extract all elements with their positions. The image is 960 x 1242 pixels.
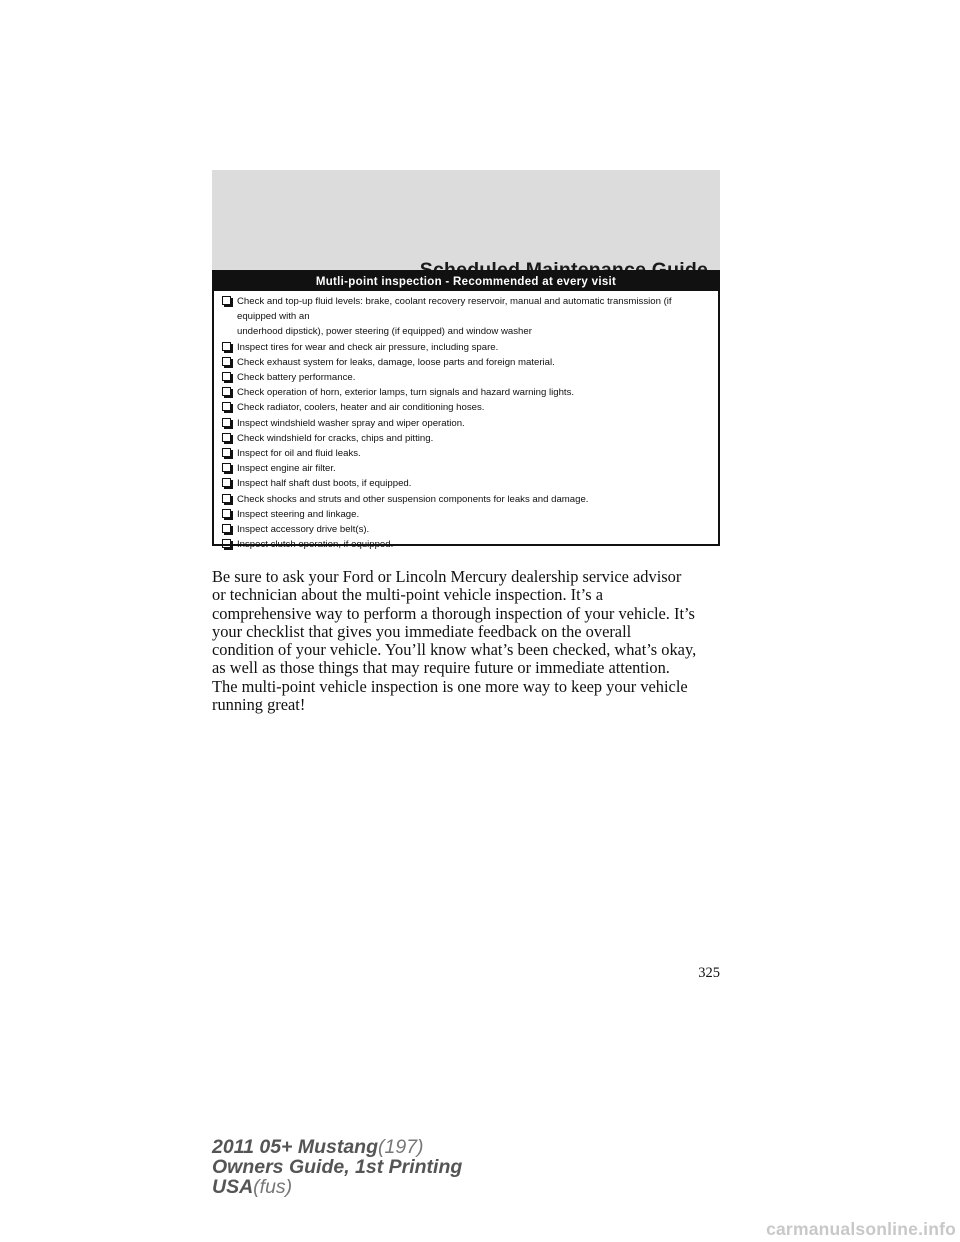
footer-region: USA bbox=[212, 1176, 254, 1198]
checklist-item bbox=[222, 294, 710, 340]
footer-line-3 bbox=[212, 1177, 612, 1197]
checklist-item-text bbox=[237, 492, 710, 507]
checklist-item-line: Check battery performance. bbox=[237, 372, 356, 384]
checkbox-icon bbox=[222, 448, 231, 457]
footer-line-1 bbox=[212, 1137, 612, 1157]
footer-model: 2011 05+ Mustang bbox=[212, 1136, 379, 1158]
checkbox-icon bbox=[222, 478, 231, 487]
checkbox-icon bbox=[222, 296, 231, 305]
footer-code: (197) bbox=[378, 1136, 424, 1158]
checklist-item-text bbox=[237, 294, 710, 340]
body-line: running great! bbox=[212, 695, 306, 715]
checklist-item bbox=[222, 507, 710, 522]
body-line: as well as those things that may require future or immediate attention. bbox=[212, 658, 670, 678]
document-footer bbox=[212, 1137, 612, 1197]
checkbox-icon bbox=[222, 387, 231, 396]
body-line: The multi-point vehicle inspection is one more way to keep your vehicle bbox=[212, 676, 688, 696]
checkbox-icon bbox=[222, 402, 231, 411]
checklist-item-text bbox=[237, 461, 710, 476]
checklist-item-line: underhood dipstick), power steering (if equipped) and window washer bbox=[237, 326, 532, 338]
checklist-item bbox=[222, 461, 710, 476]
checklist-item-line: Check operation of horn, exterior lamps, turn signals and hazard warning lights. bbox=[237, 387, 575, 399]
checklist-item bbox=[222, 446, 710, 461]
checkbox-icon bbox=[222, 357, 231, 366]
checklist-item-text bbox=[237, 522, 710, 537]
checklist-item-line: Check radiator, coolers, heater and air conditioning hoses. bbox=[237, 402, 485, 414]
checklist-item-line: Check shocks and struts and other suspension components for leaks and damage. bbox=[237, 493, 589, 505]
body-line: your checklist that gives you immediate feedback on the overall bbox=[212, 621, 632, 641]
checklist-item-text bbox=[237, 476, 710, 491]
footer-line-2 bbox=[212, 1157, 612, 1177]
body-line: condition of your vehicle. You’ll know what’s been checked, what’s okay, bbox=[212, 640, 697, 660]
checklist-item-line: Inspect windshield washer spray and wiper operation. bbox=[237, 417, 465, 429]
checklist-item-text bbox=[237, 431, 710, 446]
checklist-item-line: Inspect engine air filter. bbox=[237, 463, 336, 475]
watermark: carmanualsonline.info bbox=[766, 1219, 956, 1239]
checklist-item-line: Check exhaust system for leaks, damage, loose parts and foreign material. bbox=[237, 356, 555, 368]
checklist-item-line: Inspect clutch operation, if equipped. bbox=[237, 539, 394, 551]
checklist-item bbox=[222, 537, 710, 552]
checklist-item-text bbox=[237, 507, 710, 522]
checkbox-icon bbox=[222, 418, 231, 427]
checkbox-icon bbox=[222, 524, 231, 533]
checklist-item-text bbox=[237, 416, 710, 431]
checkbox-icon bbox=[222, 494, 231, 503]
checklist-item bbox=[222, 416, 710, 431]
page-number: 325 bbox=[698, 965, 720, 981]
checklist-item-line: Inspect accessory drive belt(s). bbox=[237, 524, 370, 536]
footer-guide: Owners Guide, 1st Printing bbox=[212, 1156, 463, 1178]
checkbox-icon bbox=[222, 433, 231, 442]
checklist-item bbox=[222, 431, 710, 446]
checklist-item bbox=[222, 492, 710, 507]
checklist-item-text bbox=[237, 340, 710, 355]
body-line: or technician about the multi-point vehicle inspection. It’s a bbox=[212, 585, 603, 605]
checklist-item-text bbox=[237, 537, 710, 552]
checklist-item bbox=[222, 400, 710, 415]
checklist-item-line: Inspect for oil and fluid leaks. bbox=[237, 448, 361, 460]
checkbox-icon bbox=[222, 342, 231, 351]
checklist-item bbox=[222, 385, 710, 400]
checkbox-icon bbox=[222, 509, 231, 518]
checklist-heading: Mutli-point inspection - Recommended at every visit bbox=[214, 272, 718, 291]
checklist-item bbox=[222, 522, 710, 537]
checklist-item bbox=[222, 476, 710, 491]
checklist-item-line: Check and top-up fluid levels: brake, coolant recovery reservoir, manual and automatic transmission (if equipped with an bbox=[237, 296, 672, 323]
checklist-item bbox=[222, 370, 710, 385]
body-paragraph bbox=[212, 568, 727, 714]
checklist-item-line: Inspect tires for wear and check air pressure, including spare. bbox=[237, 341, 499, 353]
checklist-item-line: Inspect half shaft dust boots, if equipped. bbox=[237, 478, 412, 490]
checklist-item-text bbox=[237, 370, 710, 385]
checklist-item-text bbox=[237, 385, 710, 400]
checklist-items bbox=[214, 291, 718, 552]
checkbox-icon bbox=[222, 372, 231, 381]
checklist-item-line: Check windshield for cracks, chips and pitting. bbox=[237, 432, 434, 444]
body-line: Be sure to ask your Ford or Lincoln Mercury dealership service advisor bbox=[212, 567, 682, 586]
checklist-item-line: Inspect steering and linkage. bbox=[237, 508, 360, 520]
checklist-item bbox=[222, 355, 710, 370]
checklist-item-text bbox=[237, 400, 710, 415]
inspection-checklist bbox=[212, 270, 720, 551]
checklist-item-text bbox=[237, 446, 710, 461]
body-line: comprehensive way to perform a thorough inspection of your vehicle. It’s bbox=[212, 603, 695, 623]
checkbox-icon bbox=[222, 463, 231, 472]
footer-region-code: (fus) bbox=[253, 1176, 293, 1198]
checklist-item bbox=[222, 340, 710, 355]
checkbox-icon bbox=[222, 539, 231, 548]
checklist-item-text bbox=[237, 355, 710, 370]
